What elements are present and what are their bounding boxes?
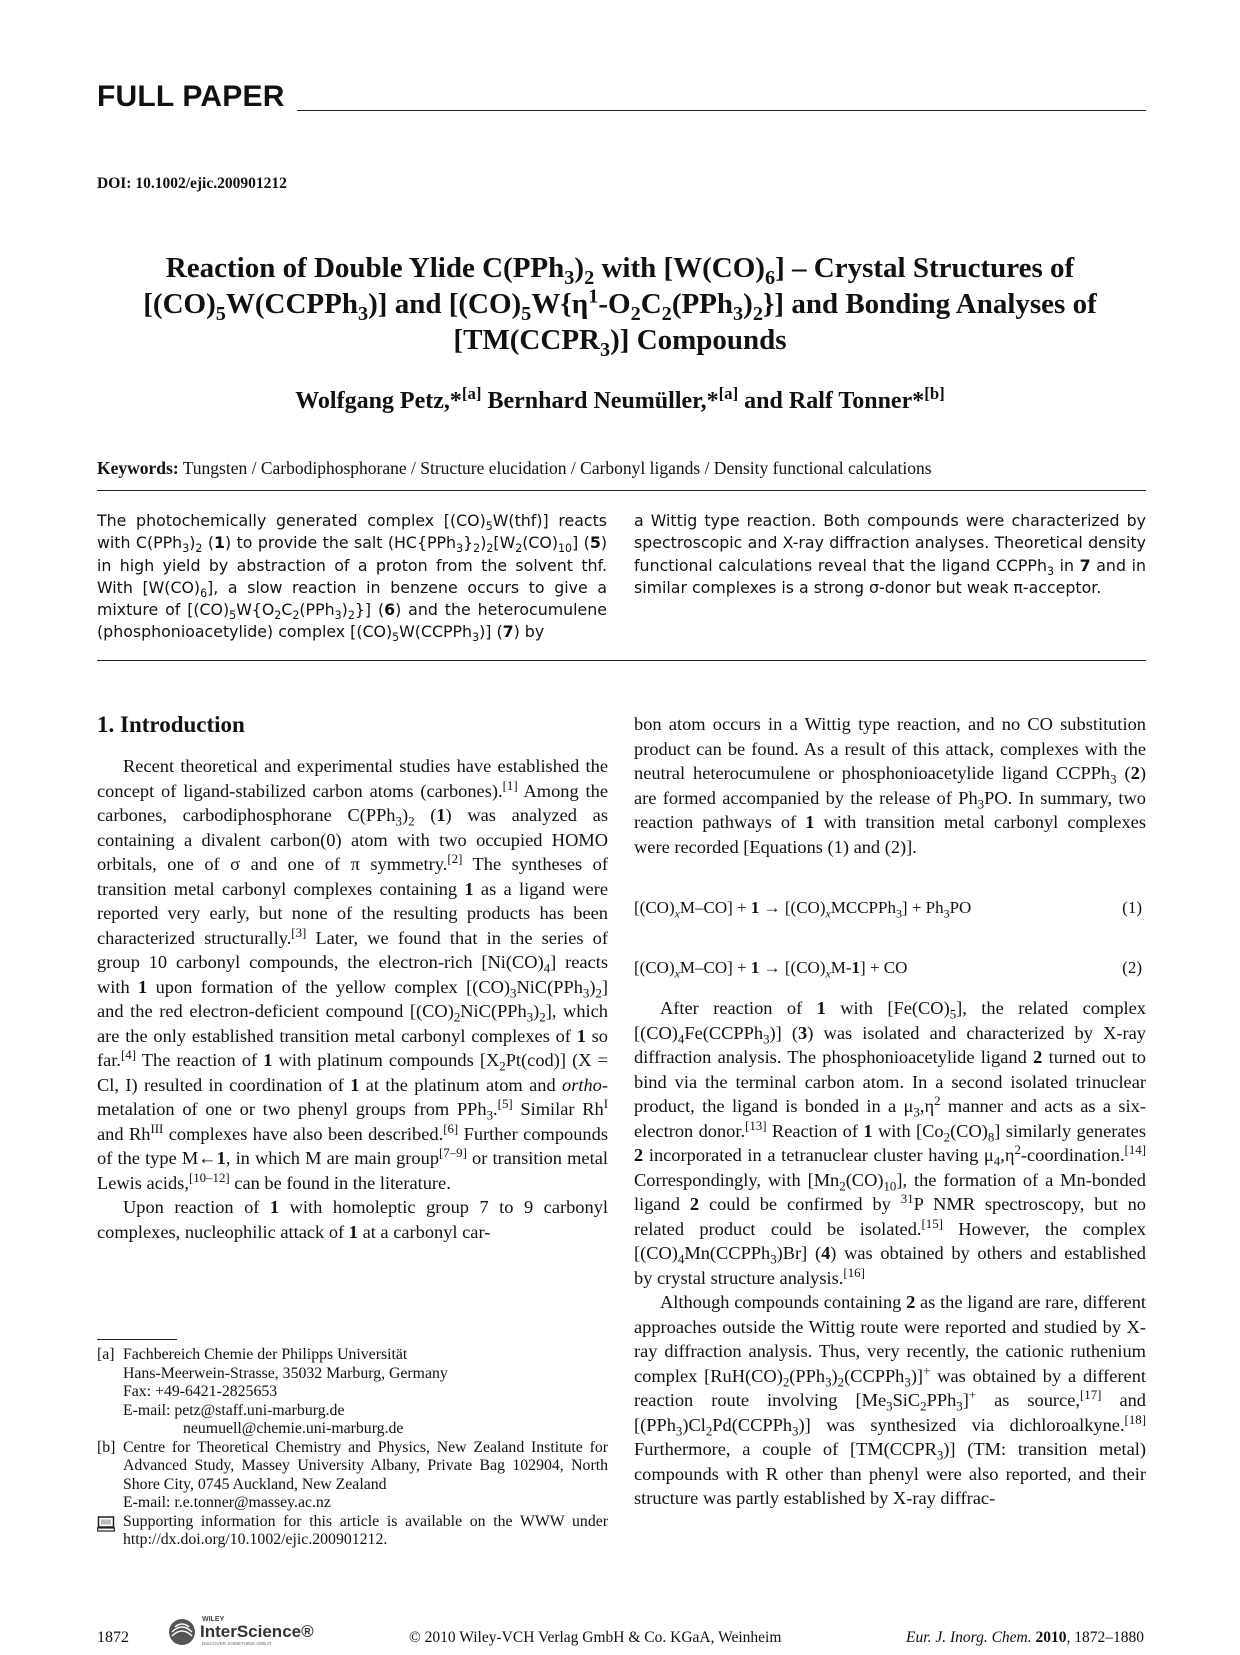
intro-left-column xyxy=(97,754,608,1244)
copyright: © 2010 Wiley-VCH Verlag GmbH & Co. KGaA, Weinheim xyxy=(409,1629,782,1646)
footnote-b-email: E-mail: r.e.tonner@massey.ac.nz xyxy=(123,1494,331,1511)
doi: DOI: 10.1002/ejic.200901212 xyxy=(97,175,287,192)
intro-paragraph: Upon reaction of 1 with homoleptic group 7 to 9 carbonyl complexes, nucleophilic attack of 1 at a carbonyl car- xyxy=(97,1197,609,1242)
section-rule xyxy=(297,110,1146,111)
equation-2: $[(CO)_xM-CO] + 1 \to [(CO)_xM-1]$ + CO (2) xyxy=(634,958,1142,981)
supporting-info xyxy=(97,1513,608,1550)
article-title: Reaction of Double Ylide $C(PPh_3)_2$ with $[W(CO)_6]$ – Crystal Structures of $[(CO)_5W(CCPPh_3)]$ and $[(CO)_5W\{\eta^1-O_2C_2(PPh_3)_2\}]$ and Bonding Analyses of $[TM(CCPR_3)]$ Compounds xyxy=(143,252,1097,361)
logo-main-text: InterScience® xyxy=(200,1622,314,1641)
footnote-a-tag: [a] xyxy=(97,1346,115,1363)
footnote-b-tag: [b] xyxy=(97,1438,116,1456)
footnote-rule xyxy=(97,1339,177,1340)
journal-reference: Eur. J. Inorg. Chem. 2010, 1872–1880 xyxy=(906,1629,1144,1646)
footnote-a-line: neumuell@chemie.uni-marburg.de xyxy=(183,1420,404,1437)
intro-paragraph: After reaction of 1 with $[Fe(CO)_5]$, the related complex $[(CO)_4Fe(CCPPh_3)]$ (3) was isolated and characterized by X-ray diffraction analysis. The phosphonioacetylide ligand 2 turned out to bind via the terminal carbon atom. In a second isolated trinuclear product, the ligand is bonded in a $\mu_3,\eta^2$ manner and acts as a six-electron donor.[13] Reaction of 1 with $[Co_2(CO)_8]$ similarly generates 2 incorporated in a tetranuclear cluster having $\mu_4,\eta^2-coordination.[14]$ Correspondingly, with $[Mn_2(CO)_{10}]$, the formation of a Mn-bonded ligand 2 could be confirmed by $^{31}$P NMR spectroscopy, but no related product could be isolated.[15] However, the complex $[(CO)_4Mn(CCPPh_3)Br]$ (4) was obtained by others and established by crystal structure analysis.[16] xyxy=(634,998,1146,1288)
intro-right-column-bottom xyxy=(634,996,1146,1511)
journal-year: 2010 xyxy=(1035,1629,1067,1646)
interscience-logo xyxy=(166,1612,326,1653)
intro-heading: 1. Introduction xyxy=(97,712,245,737)
footnote-a-line: Fachbereich Chemie der Philipps Universität xyxy=(123,1346,408,1363)
footnote-a-line: E-mail: petz@staff.uni-marburg.de xyxy=(123,1401,345,1419)
logo-small-text: WILEY xyxy=(202,1616,225,1623)
abstract-left: The photochemically generated complex $[(CO)_5W(thf)]$ reacts with $C(PPh_3)_2$ (1) to provide the salt $(HC\{PPh_3\}_2)_2[W_2(CO)_{10}]$ (5) in high yield by abstraction of a proton from the solvent thf. With $[W(CO)_6]$, a slow reaction in benzene occurs to give a mixture of $[(CO)_5W\{O_2C_2(PPh_3)_2\}]$ (6) and the heterocumulene (phosphonioacetylide) complex $[(CO)_5W(CCPPh_3)]$ (7) by xyxy=(97,511,608,645)
equation-1-number: (1) xyxy=(1122,898,1142,917)
footnote-a-line: Fax: +49-6421-2825653 xyxy=(123,1383,278,1400)
logo-tagline: DISCOVER SOMETHING GREAT xyxy=(202,1641,272,1646)
abstract-rule xyxy=(97,660,1146,661)
keywords-rule xyxy=(97,490,1146,491)
footnote-b-text: Centre for Theoretical Chemistry and Physics, New Zealand Institute for Advanced Study, Massey University Albany, Private Bag 102904, North Shore City, 0745 Auckland, New Zealand xyxy=(123,1438,608,1493)
footnotes xyxy=(97,1346,608,1550)
keywords-list: Tungsten / Carbodiphosphorane / Structure elucidation / Carbonyl ligands / Density functional calculations xyxy=(182,458,932,478)
equation-2-number: (2) xyxy=(1122,958,1142,977)
intro-paragraph: Recent theoretical and experimental studies have established the concept of ligand-stabilized carbon atoms (carbones).[1] Among the carbones, carbodiphosphorane $C(PPh_3)_2$ (1) was analyzed as containing a divalent carbon(0) atom with two occupied HOMO orbitals, one of σ and one of π symmetry.[2] The syntheses of transition metal carbonyl complexes containing 1 as a ligand were reported very early, but none of the resulting products has been characterized structurally.[3] Later, we found that in the series of group 10 carbonyl compounds, the electron-rich $[Ni(CO)_4]$ reacts with 1 upon formation of the yellow complex $[(CO)_3NiC(PPh_3)_2]$ and the red electron-deficient compound $[(CO)_2NiC(PPh_3)_2]$, which are the only established transition metal carbonyl complexes of 1 so far.[4] The reaction of 1 with platinum compounds $[X_2Pt(cod)] (X = Cl$, I) resulted in coordination of 1 at the platinum atom and ortho-metalation of one or two phenyl groups from PPh$_3$.[5] Similar $Rh^I$ and $Rh^{III}$ complexes have also been described.[6] Further compounds of the type M←1, in which M are main group[7–9] or transition metal Lewis acids,[10–12] can be found in the literature. xyxy=(97,756,609,1193)
journal-name: Eur. J. Inorg. Chem. xyxy=(906,1629,1032,1646)
footnote-b xyxy=(97,1439,608,1513)
abstract-right: a Wittig type reaction. Both compounds were characterized by spectroscopic and X-ray diffraction analyses. Theoretical density functional calculations reveal that the ligand CCPPh$_3$ in 7 and in similar complexes is a strong σ-donor but weak π-acceptor. xyxy=(634,511,1146,597)
keywords xyxy=(97,458,932,479)
section-label: FULL PAPER xyxy=(97,80,285,113)
intro-paragraph: Although compounds containing 2 as the ligand are rare, different approaches outside the Wittig route were reported and studied by X-ray diffraction analysis. Thus, very recently, the cationic ruthenium complex $[RuH(CO)_2(PPh_3)_2(CCPPh_3)]^+$ was obtained by a different reaction route involving $[Me_3SiC_2PPh_3]^+$ as source,[17] and $[(PPh_3)Cl_2Pd(CCPPh_3)]$ was synthesized via dichloroalkyne.[18] Furthermore, a couple of $[TM(CCPR_3)]$ (TM: transition metal) compounds with R other than phenyl were also reported, and their structure was partly established by X-ray diffrac- xyxy=(634,1292,1147,1508)
intro-paragraph: bon atom occurs in a Wittig type reaction, and no CO substitution product can be found. As a result of this attack, complexes with the neutral heterocumulene or phosphonioacetylide ligand CCPPh$_3$ (2) are formed accompanied by the release of $Ph_3PO$. In summary, two reaction pathways of 1 with transition metal carbonyl complexes were recorded [Equations (1) and (2)]. xyxy=(634,714,1147,857)
keywords-label: Keywords: xyxy=(97,458,179,478)
supporting-info-text: Supporting information for this article is available on the WWW under http://dx.doi.org/10.1002/ejic.200901212. xyxy=(123,1512,608,1548)
footnote-a xyxy=(97,1346,608,1439)
equation-1: $[(CO)_xM-CO] + 1$ → $[(CO)_xMCCPPh_3] + Ph_3PO$ (1) xyxy=(634,898,1142,921)
journal-pages: 1872–1880 xyxy=(1074,1629,1144,1646)
intro-right-column-top xyxy=(634,712,1146,859)
computer-icon xyxy=(97,1516,115,1538)
page-number: 1872 xyxy=(97,1629,129,1646)
footnote-a-line: Hans-Meerwein-Strasse, 35032 Marburg, Germany xyxy=(123,1364,448,1382)
authors: Wolfgang Petz,*[a] Bernhard Neumüller,*[a] and Ralf Tonner*[b] xyxy=(295,384,945,414)
